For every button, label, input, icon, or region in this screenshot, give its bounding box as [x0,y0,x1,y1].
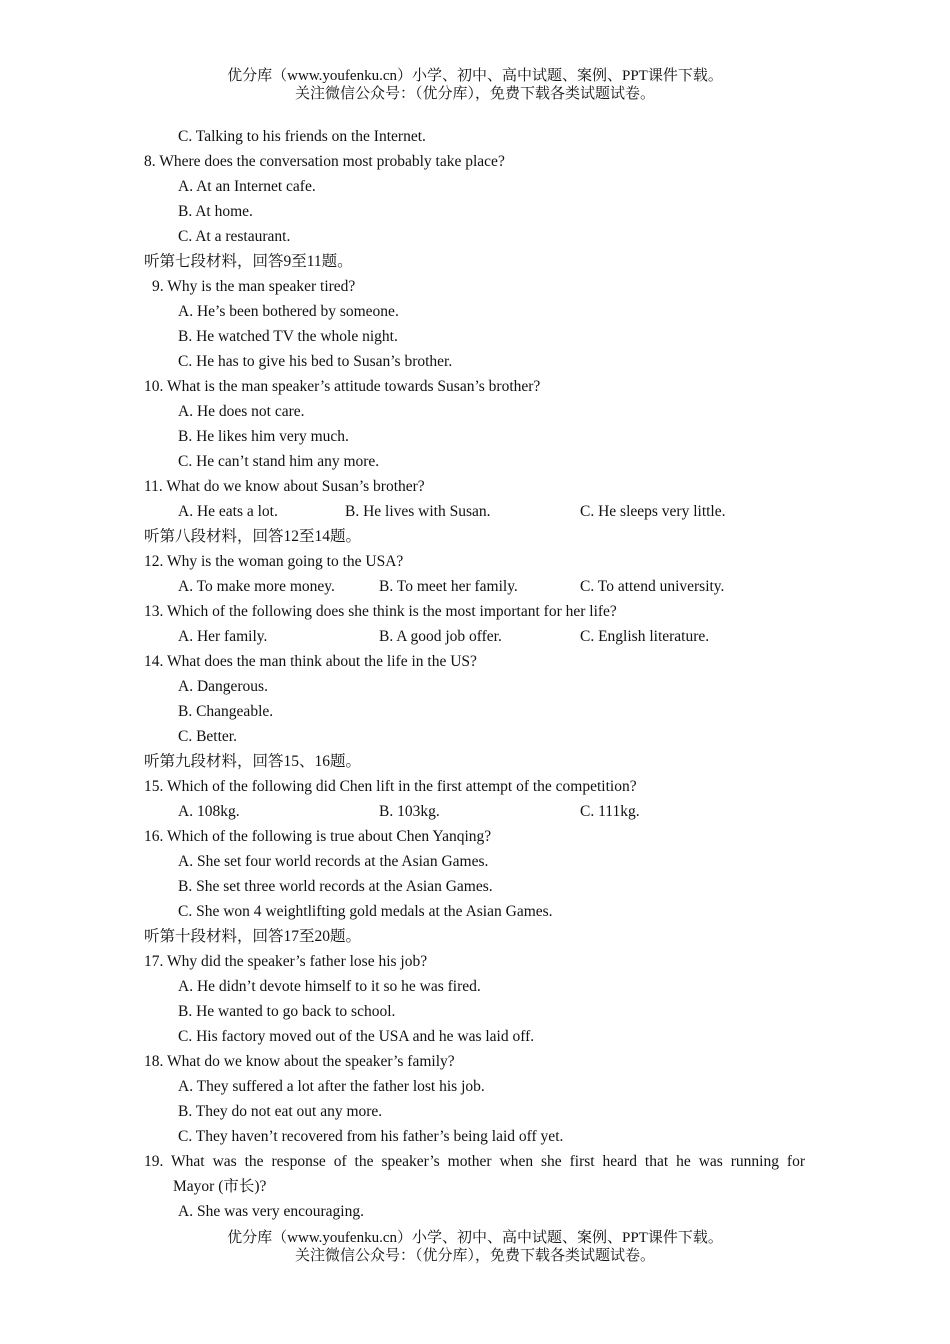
q13-options-row [0,624,950,649]
q12-option-b: B. To meet her family. [379,578,518,595]
page-header [0,67,950,103]
q13-option-b: B. A good job offer. [379,628,502,645]
q15-option-a: A. 108kg. [178,803,240,820]
q15-options-row [0,799,950,824]
q8-question: 8. Where does the conversation most probably take place? [144,153,505,170]
q15-option-c: C. 111kg. [580,803,640,820]
header-line-1: 优分库（www.youfenku.cn）小学、初中、高中试题、案例、PPT课件下载。 [227,68,723,84]
q16-option-b: B. She set three world records at the Asian Games. [178,878,493,895]
q16-option-c: C. She won 4 weightlifting gold medals at the Asian Games. [178,903,553,920]
q17-question: 17. Why did the speaker’s father lose his job? [144,953,428,970]
q19-question-line-1-row [0,1149,950,1174]
q16-option-a: A. She set four world records at the Asian Games. [178,853,489,870]
q13-option-a: A. Her family. [178,628,268,645]
section-7-heading: 听第七段材料，回答9至11题。 [144,253,353,270]
section-9-heading: 听第九段材料，回答15、16题。 [144,753,362,770]
q14-question: 14. What does the man think about the life in the US? [144,653,477,670]
q9-option-b: B. He watched TV the whole night. [178,328,398,345]
q7-option-c: C. Talking to his friends on the Internet. [178,128,426,145]
footer-line-1: 优分库（www.youfenku.cn）小学、初中、高中试题、案例、PPT课件下载。 [227,1230,723,1246]
q9-option-c: C. He has to give his bed to Susan’s brother. [178,353,453,370]
q19-question-line-2: Mayor (市长)? [173,1178,267,1195]
q15-option-b: B. 103kg. [379,803,440,820]
q17-option-c: C. His factory moved out of the USA and he was laid off. [178,1028,535,1045]
q13-option-c: C. English literature. [580,628,710,645]
q10-option-b: B. He likes him very much. [178,428,349,445]
q18-option-c: C. They haven’t recovered from his father’s being laid off yet. [178,1128,564,1145]
q18-option-a: A. They suffered a lot after the father lost his job. [178,1078,485,1095]
q18-option-b: B. They do not eat out any more. [178,1103,383,1120]
q19-option-a: A. She was very encouraging. [178,1203,364,1220]
header-line-2: 关注微信公众号：（优分库），免费下载各类试题试卷。 [294,86,655,102]
q10-question: 10. What is the man speaker’s attitude towards Susan’s brother? [144,378,541,395]
q19-question-line-1: 19. What was the response of the speaker’s mother when she first heard that he was running for [144,1153,805,1170]
q11-option-b: B. He lives with Susan. [345,503,491,520]
q14-option-a: A. Dangerous. [178,678,268,695]
section-10-heading: 听第十段材料，回答17至20题。 [144,928,362,945]
q12-option-c: C. To attend university. [580,578,725,595]
q17-option-a: A. He didn’t devote himself to it so he was fired. [178,978,481,995]
exam-content [0,124,950,1224]
page-footer [0,1229,950,1265]
q14-option-c: C. Better. [178,728,237,745]
q8-option-b: B. At home. [178,203,253,220]
q12-question: 12. Why is the woman going to the USA? [144,553,404,570]
q15-question: 15. Which of the following did Chen lift in the first attempt of the competition? [144,778,637,795]
q11-question: 11. What do we know about Susan’s brother? [144,478,425,495]
section-8-heading: 听第八段材料，回答12至14题。 [144,528,362,545]
q8-option-c: C. At a restaurant. [178,228,291,245]
q11-option-c: C. He sleeps very little. [580,503,726,520]
q17-option-b: B. He wanted to go back to school. [178,1003,396,1020]
footer-line-2: 关注微信公众号：（优分库），免费下载各类试题试卷。 [294,1248,655,1264]
q18-question: 18. What do we know about the speaker’s family? [144,1053,455,1070]
q10-option-c: C. He can’t stand him any more. [178,453,380,470]
q14-option-b: B. Changeable. [178,703,274,720]
q12-option-a: A. To make more money. [178,578,335,595]
q12-options-row [0,574,950,599]
q8-option-a: A. At an Internet cafe. [178,178,316,195]
q13-question: 13. Which of the following does she think is the most important for her life? [144,603,617,620]
q11-option-a: A. He eats a lot. [178,503,278,520]
q9-option-a: A. He’s been bothered by someone. [178,303,399,320]
q11-options-row [0,499,950,524]
q10-option-a: A. He does not care. [178,403,305,420]
q16-question: 16. Which of the following is true about Chen Yanqing? [144,828,492,845]
q9-question: 9. Why is the man speaker tired? [152,278,356,295]
